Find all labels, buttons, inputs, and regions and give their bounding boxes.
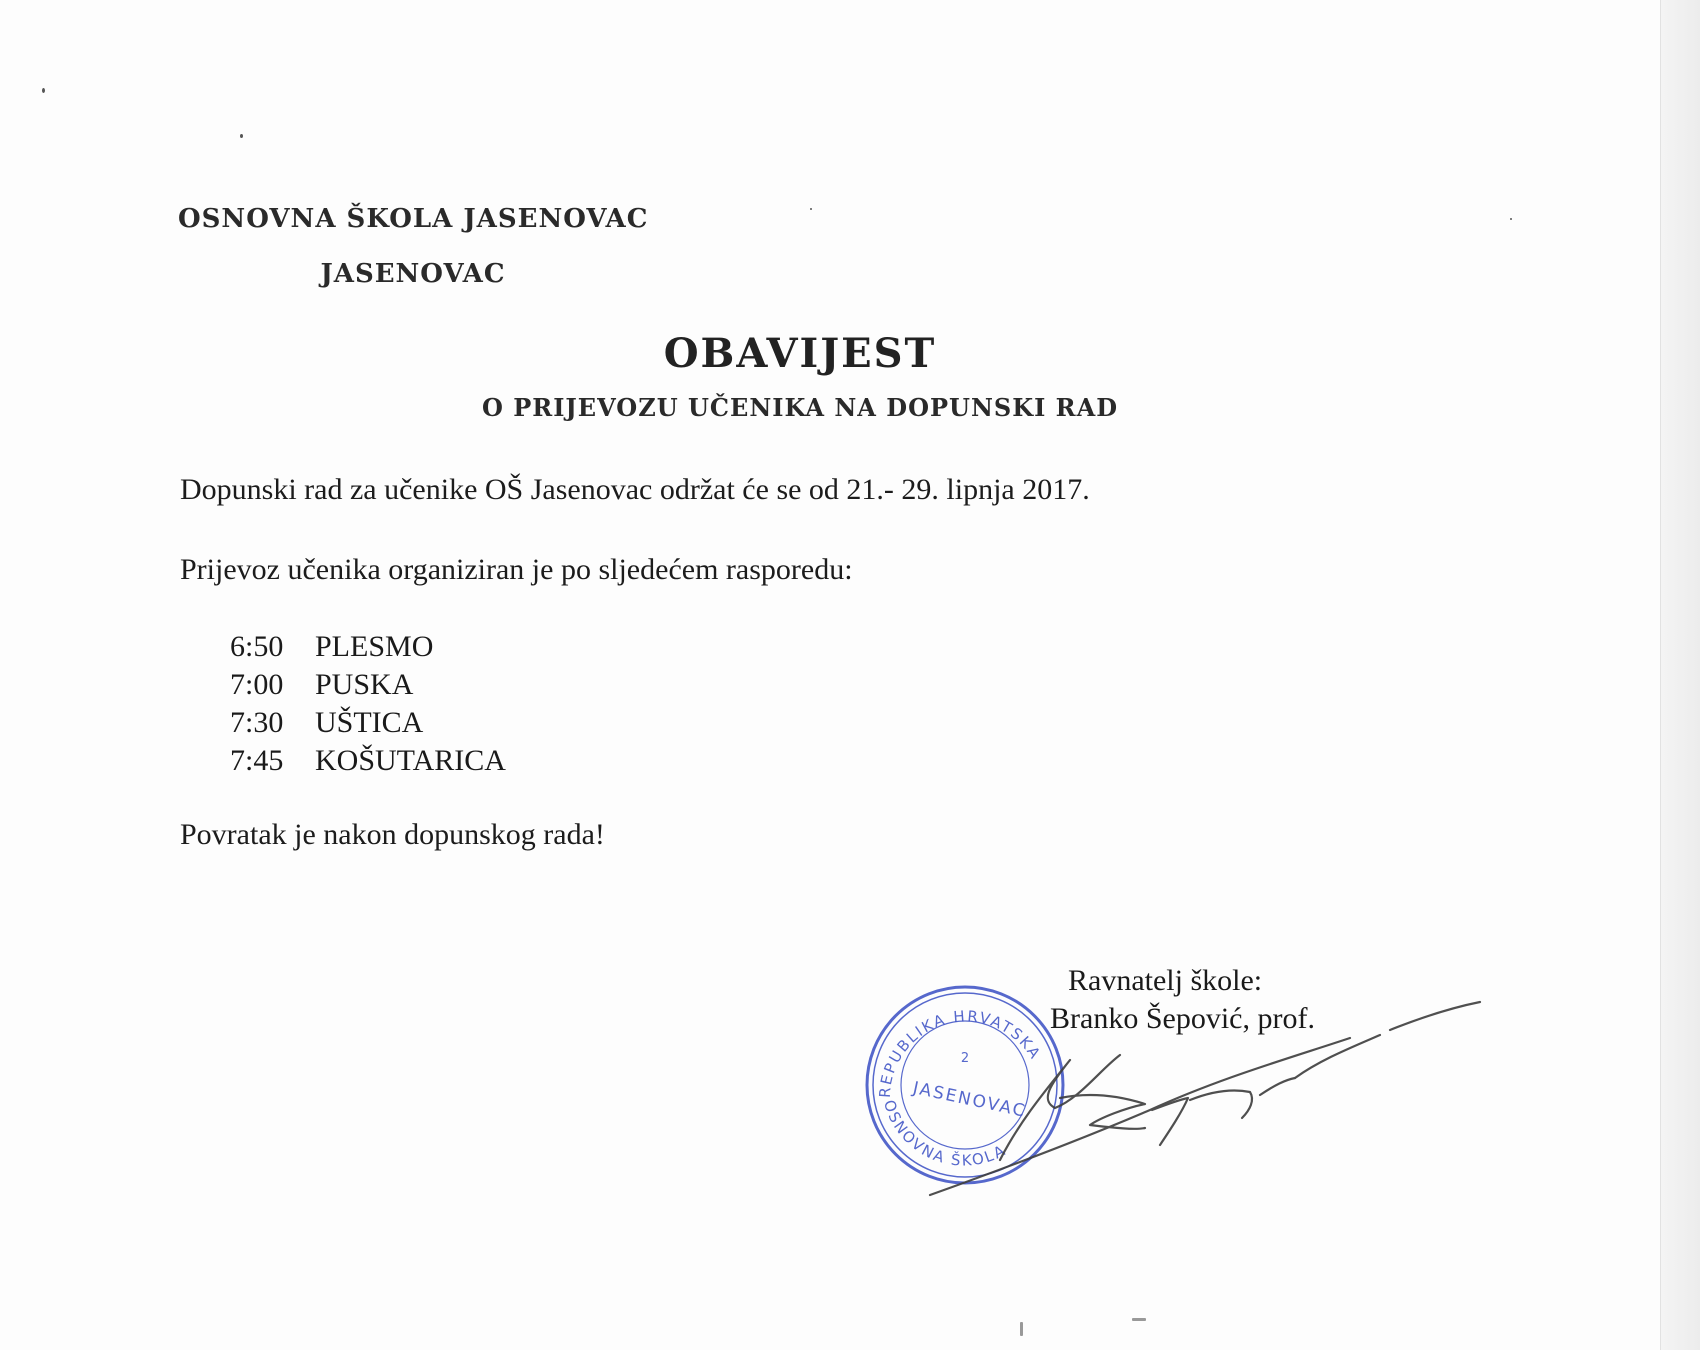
scan-speck (42, 88, 45, 93)
schedule-place: UŠTICA (315, 706, 424, 739)
handwritten-signature (920, 1000, 1510, 1200)
schedule-time: 7:00 (230, 668, 284, 701)
school-name: OSNOVNA ŠKOLA JASENOVAC (178, 204, 649, 234)
transport-schedule (230, 628, 506, 780)
scan-mark (1020, 1322, 1023, 1336)
schedule-row (230, 704, 506, 742)
document-title: OBAVIJEST (663, 330, 937, 377)
signatory-role: Ravnatelj škole: (1068, 964, 1263, 997)
schedule-time: 7:30 (230, 706, 284, 739)
return-note: Povratak je nakon dopunskog rada! (180, 818, 605, 851)
stamp-bottom-text: OSNOVNA ŠKOLA (879, 1097, 1010, 1170)
signatory-name: Branko Šepović, prof. (1050, 1002, 1315, 1035)
stamp-center-text: JASENOVAC (911, 1078, 1029, 1122)
school-location: JASENOVAC (320, 259, 506, 289)
stamp-number: 2 (960, 1051, 970, 1066)
schedule-time: 7:45 (230, 744, 284, 777)
scan-speck (240, 134, 243, 138)
schedule-place: PUSKA (315, 668, 414, 701)
page-edge (1660, 0, 1700, 1350)
schedule-time: 6:50 (230, 630, 284, 663)
schedule-row (230, 742, 506, 780)
scan-speck (810, 208, 812, 210)
intro-paragraph: Dopunski rad za učenike OŠ Jasenovac održat će se od 21.- 29. lipnja 2017. (180, 473, 1090, 506)
schedule-place: PLESMO (315, 630, 434, 663)
schedule-place: KOŠUTARICA (315, 744, 506, 777)
stamp-outer-text: REPUBLIKA HRVATSKA (875, 1007, 1045, 1099)
scan-speck (1510, 218, 1512, 220)
schedule-intro-paragraph: Prijevoz učenika organiziran je po sljedećem rasporedu: (180, 553, 853, 586)
scan-mark (1132, 1318, 1146, 1321)
schedule-row (230, 666, 506, 704)
document-subtitle: O PRIJEVOZU UČENIKA NA DOPUNSKI RAD (481, 393, 1119, 422)
schedule-row (230, 628, 506, 666)
school-header (178, 192, 648, 302)
